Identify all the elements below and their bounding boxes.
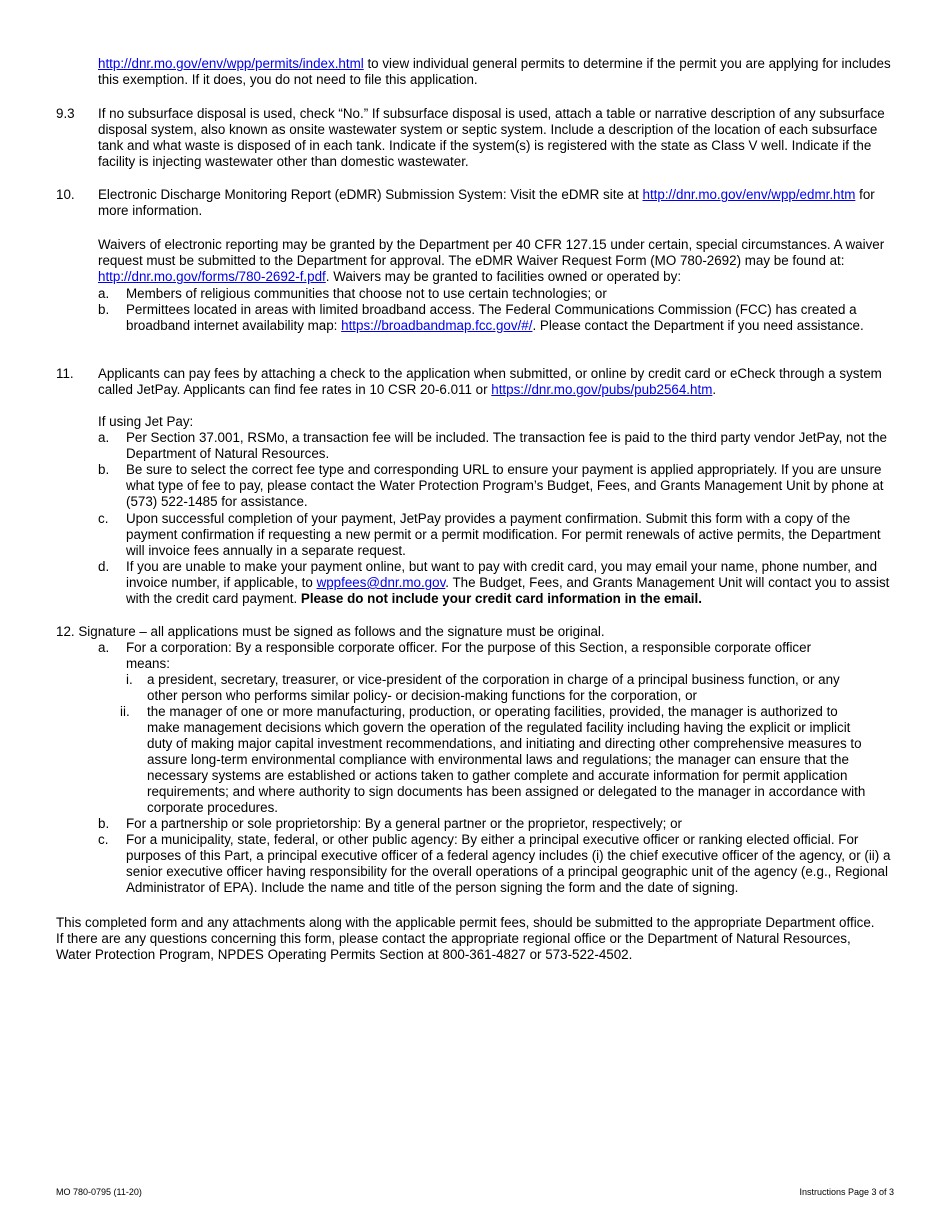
jetpay-heading: If using Jet Pay: xyxy=(98,414,194,429)
signature-item-a-label: a. xyxy=(98,640,110,655)
signature-item-ii-label: ii. xyxy=(120,704,130,719)
signature-item-ii-text: the manager of one or more manufacturing, production, or operating facilities, provided, the manager is authorized to make management decisions which govern the operation of the regulated facility including having the explicit or implicit duty of making major capital investment recommendations, and initiating and directing other comprehensive measures to assure long-term environmental compliance with environmental laws and regulations; the manager can ensure that the necessary systems are established or actions taken to gather complete and accurate information for permit application requirements; and where authority to sign documents has been assigned or delegated to the manager in accordance with corporate procedures. xyxy=(147,704,866,815)
section-9-3-number: 9.3 xyxy=(56,106,75,121)
waiver-item-b-text xyxy=(126,302,896,334)
broadband-map-link[interactable]: https://broadbandmap.fcc.gov/#/ xyxy=(341,318,533,333)
fee-rates-link[interactable]: https://dnr.mo.gov/pubs/pub2564.htm xyxy=(491,382,713,397)
intro-text: to view individual general permits to determine if the permit you are applying for includes this exemption. If it does, you do not need to file this application. xyxy=(98,56,891,87)
waiver-form-link[interactable]: http://dnr.mo.gov/forms/780-2692-f.pdf xyxy=(98,269,326,284)
jetpay-item-c-text: Upon successful completion of your payment, JetPay provides a payment confirmation. Submit this form with a copy of the payment confirmation if requesting a new permit or a permit modification. For permit renewals of active permits, the Department will invoice fees annually in a separate request. xyxy=(126,511,881,558)
section-11-text-a: Applicants can pay fees by attaching a check to the application when submitted, or online by credit card or eCheck through a system called JetPay. Applicants can find fee rates in 10 CSR 20-6.011 or xyxy=(98,366,882,397)
section-10-number: 10. xyxy=(56,187,75,202)
jetpay-item-d-label: d. xyxy=(98,559,110,574)
credit-card-warning: Please do not include your credit card information in the email. xyxy=(300,591,702,606)
jetpay-item-d-text-a: If you are unable to make your payment online, but want to pay with credit card, you may email your name, phone number, and invoice number, if applicable, to xyxy=(126,559,878,590)
signature-item-i-label: i. xyxy=(126,672,133,687)
section-10-text xyxy=(98,187,898,219)
jetpay-item-a-label: a. xyxy=(98,430,110,445)
signature-item-a-text: For a corporation: By a responsible corporate officer. For the purpose of this Section, a responsible corporate officer means: xyxy=(126,640,812,671)
waiver-item-a-label: a. xyxy=(98,286,110,301)
section-11-number: 11. xyxy=(56,366,74,381)
signature-item-i-text: a president, secretary, treasurer, or vice-president of the corporation in charge of a principal business function, or any other person who performs similar policy- or decision-making functions for the corporation, or xyxy=(147,672,840,703)
jetpay-item-c-label: c. xyxy=(98,511,109,526)
section-11-text-b: . xyxy=(712,382,717,397)
waiver-text-b: . Waivers may be granted to facilities owned or operated by: xyxy=(325,269,682,284)
waiver-item-b-text-b: . Please contact the Department if you need assistance. xyxy=(532,318,864,333)
closing-paragraph: This completed form and any attachments along with the applicable permit fees, should be submitted to the appropriate Department office. If there are any questions concerning this form, please contact the appropriate regional office or the Department of Natural Resources, Water Protection Program, NPDES Operating Permits Section at 800-361-4827 or 573-522-4502. xyxy=(56,915,875,962)
jetpay-item-d-text-b: . The Budget, Fees, and Grants Management Unit will contact you to assist with the credit card payment. xyxy=(126,575,890,606)
edmr-link[interactable]: http://dnr.mo.gov/env/wpp/edmr.htm xyxy=(642,187,856,202)
intro-paragraph xyxy=(98,56,898,88)
signature-item-b-label: b. xyxy=(98,816,110,831)
section-10-text-a: Electronic Discharge Monitoring Report (eDMR) Submission System: Visit the eDMR site at xyxy=(98,187,643,202)
page-number: Instructions Page 3 of 3 xyxy=(799,1187,894,1197)
section-10-text-b: for more information. xyxy=(98,187,875,218)
waiver-item-b-label: b. xyxy=(98,302,110,317)
form-id: MO 780-0795 (11-20) xyxy=(56,1187,142,1197)
wppfees-email-link[interactable]: wppfees@dnr.mo.gov xyxy=(316,575,446,590)
jetpay-item-b-text: Be sure to select the correct fee type and corresponding URL to ensure your payment is applied appropriately. If you are unsure what type of fee to pay, please contact the Water Protection Program’s Budget, Fees, and Grants Management Unit by phone at (573) 522-1485 for assistance. xyxy=(126,462,884,509)
waiver-item-b-text-a: Permittees located in areas with limited broadband access. The Federal Communications Commission (FCC) has created a broadband internet availability map: xyxy=(126,302,857,333)
section-11-text xyxy=(98,366,898,398)
waiver-item-a-text: Members of religious communities that choose not to use certain technologies; or xyxy=(126,286,607,301)
permits-index-link[interactable]: http://dnr.mo.gov/env/wpp/permits/index.html xyxy=(98,56,364,71)
signature-item-c-label: c. xyxy=(98,832,109,847)
jetpay-item-d-text xyxy=(126,559,896,607)
waiver-paragraph xyxy=(98,237,898,285)
section-12-heading: 12. Signature – all applications must be signed as follows and the signature must be original. xyxy=(56,624,605,639)
jetpay-item-a-text: Per Section 37.001, RSMo, a transaction fee will be included. The transaction fee is paid to the third party vendor JetPay, not the Department of Natural Resources. xyxy=(126,430,887,461)
section-9-3-text: If no subsurface disposal is used, check “No.” If subsurface disposal is used, attach a table or narrative description of any subsurface disposal system, also known as onsite wastewater system or septic system. Include a description of the location of each subsurface tank and what waste is disposed of in each tank. Indicate if the system(s) is registered with the state as Class V well. Indicate if the facility is injecting wastewater other than domestic wastewater. xyxy=(98,106,885,169)
waiver-text-a: Waivers of electronic reporting may be granted by the Department per 40 CFR 127.15 under certain, special circumstances. A waiver request must be submitted to the Department for approval. The eDMR Waiver Request Form (MO 780-2692) may be found at: xyxy=(98,237,885,268)
signature-item-c-text: For a municipality, state, federal, or other public agency: By either a principal executive officer or ranking elected official. For purposes of this Part, a principal executive officer of a federal agency includes (i) the chief executive officer of the agency, or (ii) a senior executive officer having responsibility for the overall operations of a principal geographic unit of the agency (e.g., Regional Administrator of EPA). Include the name and title of the person signing the form and the date of signing. xyxy=(126,832,891,895)
signature-item-b-text: For a partnership or sole proprietorship: By a general partner or the proprietor, respectively; or xyxy=(126,816,682,831)
jetpay-item-b-label: b. xyxy=(98,462,110,477)
